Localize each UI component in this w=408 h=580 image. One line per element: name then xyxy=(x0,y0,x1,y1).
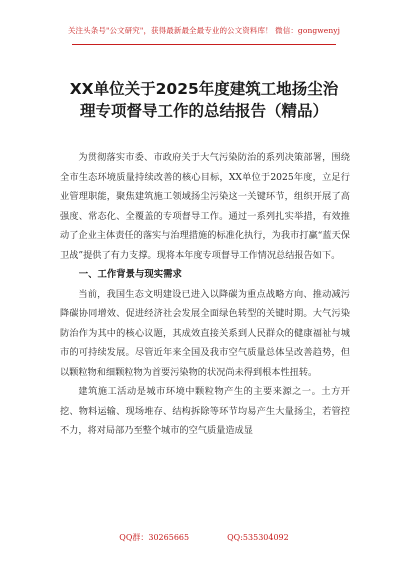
footer-qq: QQ:535304092 xyxy=(227,533,289,542)
section-1-paragraph-2: 建筑施工活动是城市环境中颗粒物产生的主要来源之一。土方开挖、物料运输、现场堆存、结构拆除等环节均易产生大量扬尘，若管控不力，将对局部乃至整个城市的空气质量造成显 xyxy=(60,386,350,436)
document-title xyxy=(60,78,348,122)
footer-contact xyxy=(0,532,408,543)
section-1-heading: 一、工作背景与现实需求 xyxy=(78,269,182,280)
section-1-paragraph-1: 当前，我国生态文明建设已进入以降碳为重点战略方向、推动减污降碳协同增效、促进经济社会发展全面绿色转型的关键时期。大气污染防治作为其中的核心议题，其成效直接关系到人民群众的健康福祉与城市的可持续发展。尽管近年来全国及我市空气质量总体呈改善趋势，但以颗粒物和细颗粒物为首要污染物的状况尚未得到根本性扭转。 xyxy=(60,288,350,378)
intro-paragraph: 为贯彻落实市委、市政府关于大气污染防治的系列决策部署，围绕全市生态环境质量持续改善的核心目标，XX单位于2025年度，立足行业管理职能，聚焦建筑施工领域扬尘污染这一关键环节，组织开展了高强度、常态化、全覆盖的专项督导工作。通过一系列扎实举措，有效推动了企业主体责任的落实与治理措施的标准化执行，为我市打赢“蓝天保卫战”提供了有力支撑。现将本年度专项督导工作情况总结报告如下。 xyxy=(60,152,350,261)
title-line-2: 理专项督导工作的总结报告（精品） xyxy=(79,102,328,120)
document-body xyxy=(60,148,350,441)
footer-qq-group: QQ群：30265665 xyxy=(119,533,190,542)
title-line-1: XX单位关于2025年度建筑工地扬尘治 xyxy=(69,80,339,98)
header-note: 关注头条号"公文研究"，获得最新最全最专业的公文资料库！ 微信：gongwenyj xyxy=(67,26,341,35)
header-rule xyxy=(72,44,336,45)
